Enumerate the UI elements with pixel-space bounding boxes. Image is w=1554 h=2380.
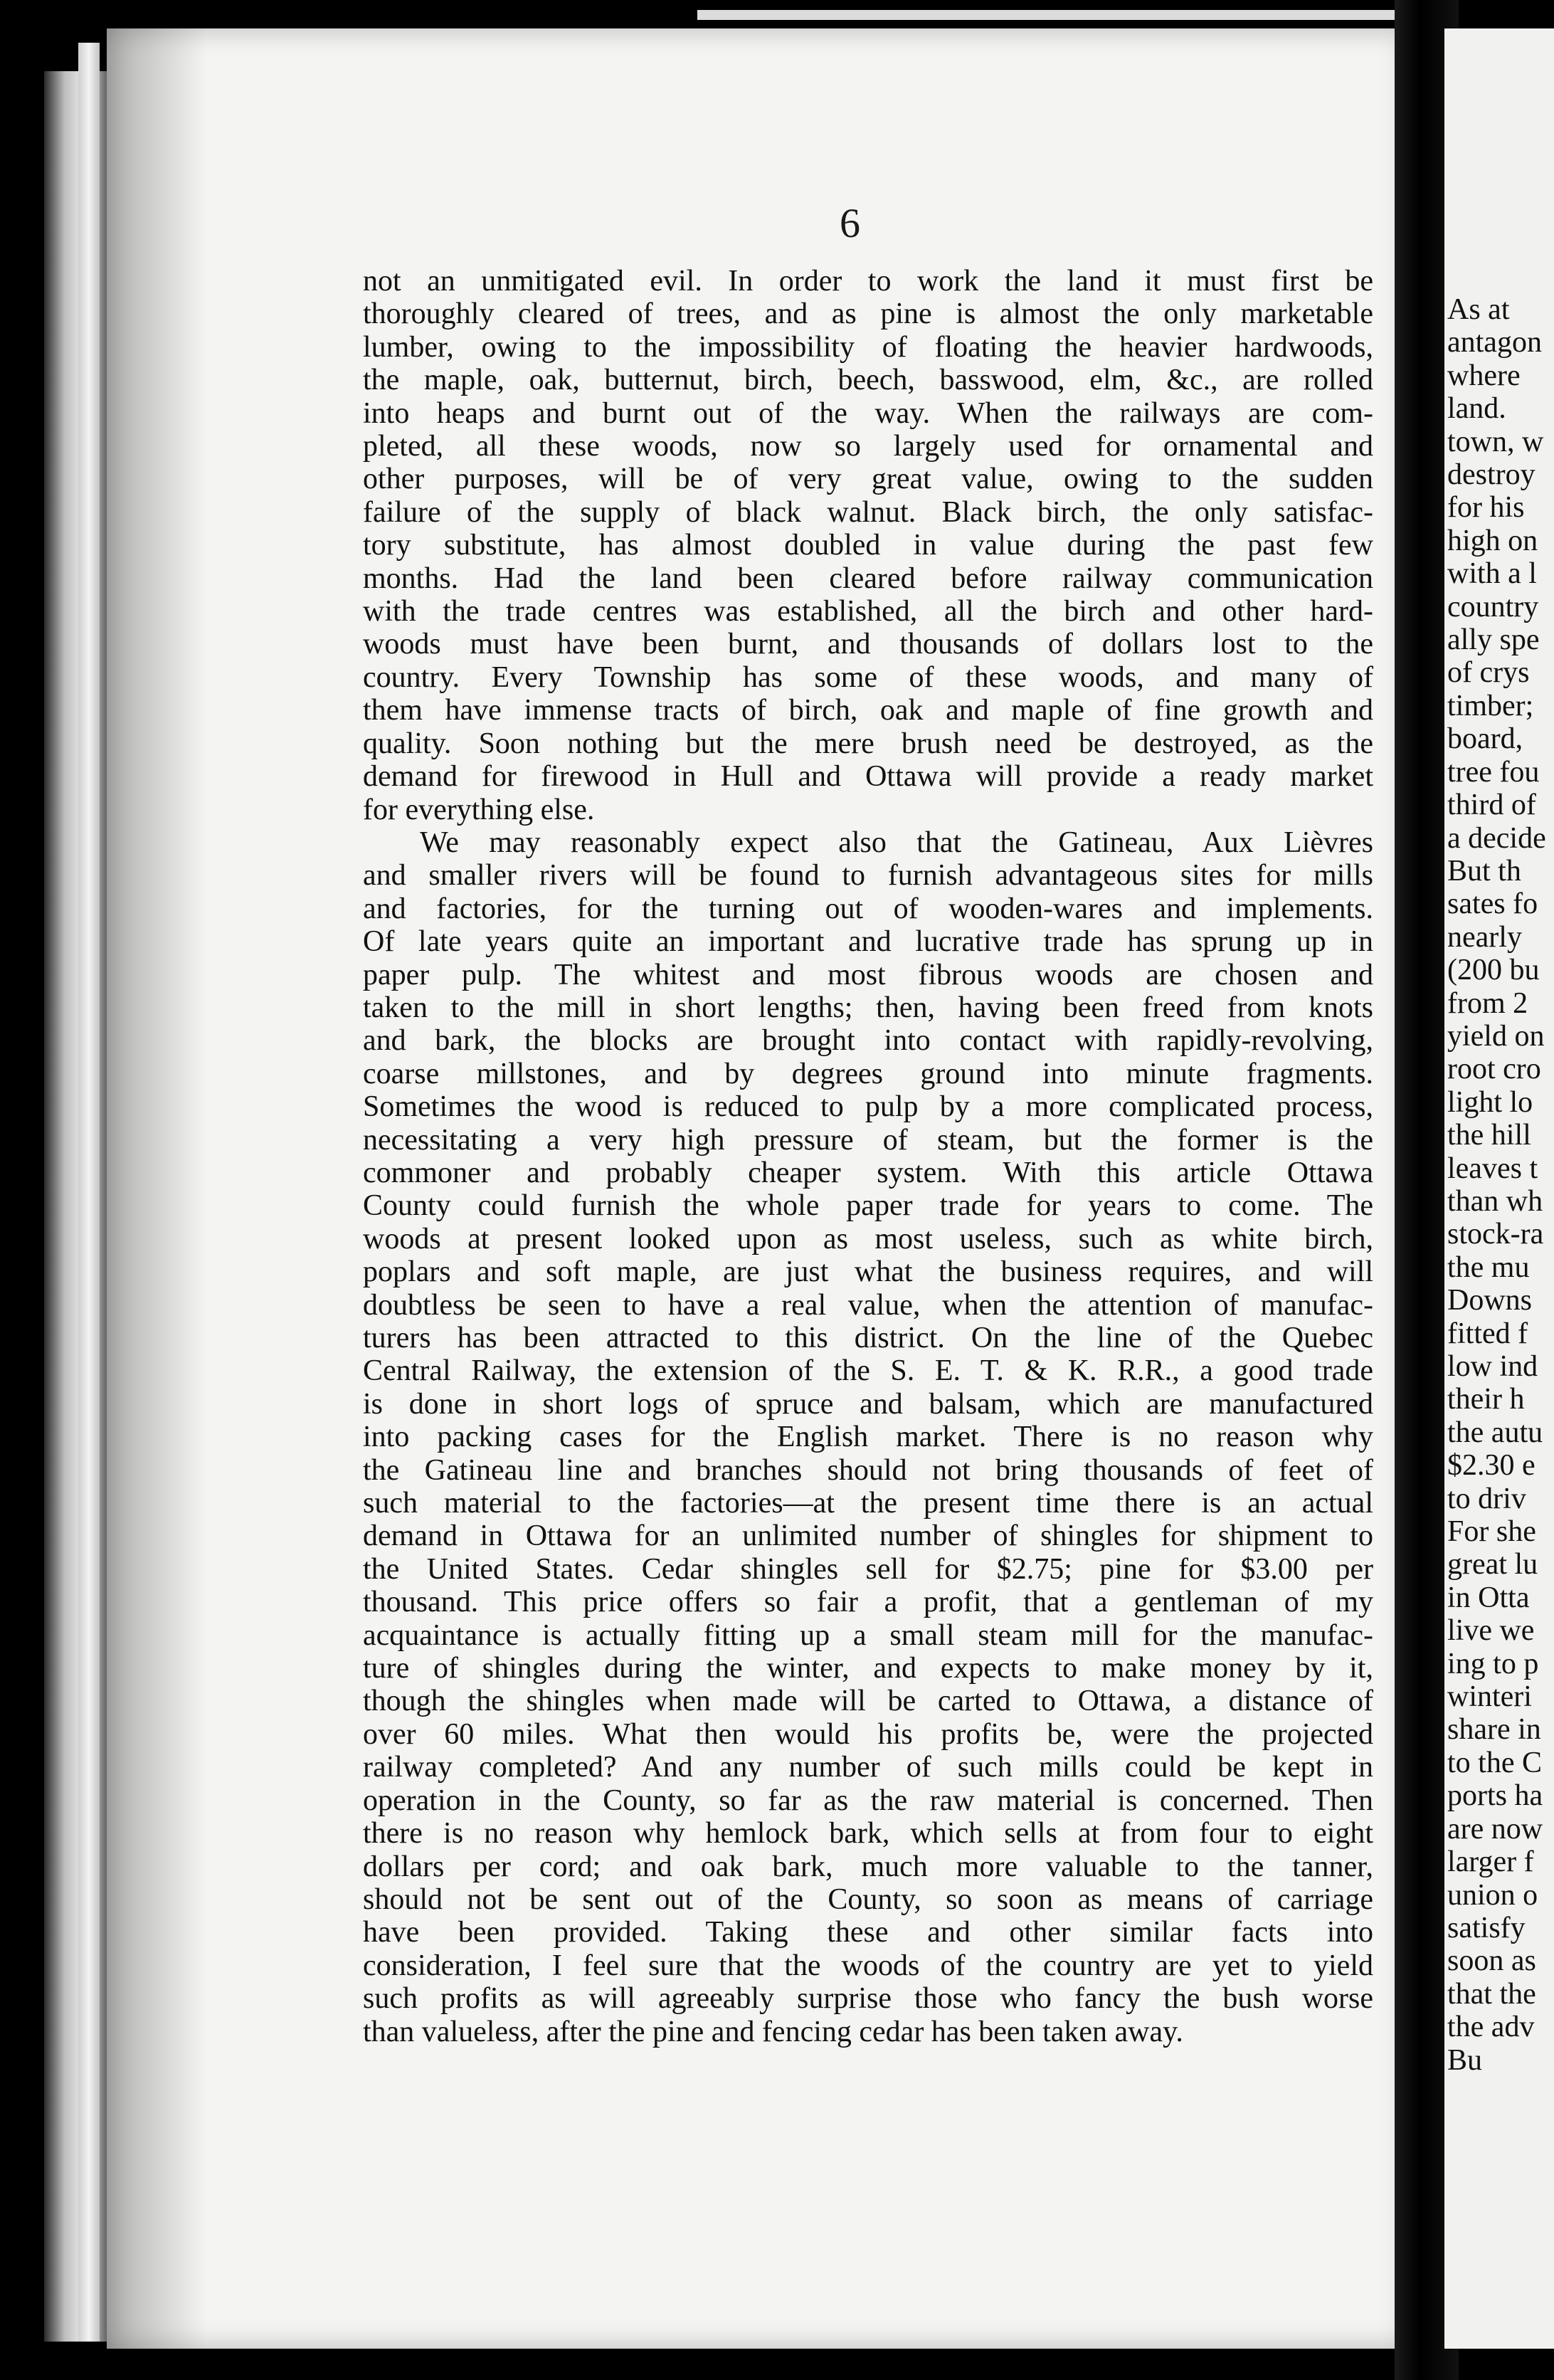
- text-line: demand in Ottawa for an unlimited number of shingles for shipment to: [363, 1520, 1373, 1553]
- text-line: thousand. This price offers so fair a profit, that a gentleman of my: [363, 1586, 1373, 1619]
- adjacent-text-line: root cro: [1447, 1053, 1541, 1086]
- left-page-curl: [78, 43, 100, 2342]
- text-line: failure of the supply of black walnut. Black birch, the only satisfac-: [363, 495, 1373, 529]
- adjacent-text-line: to the C: [1447, 1746, 1542, 1779]
- text-line: operation in the County, so far as the raw material is concerned. Then: [363, 1784, 1373, 1817]
- text-line: coarse millstones, and by degrees ground into minute fragments.: [363, 1057, 1373, 1090]
- text-line: Central Railway, the extension of the S. E. T. & K. R.R., a good trade: [363, 1354, 1373, 1388]
- adjacent-text-line: As at: [1447, 293, 1510, 326]
- text-line: woods must have been burnt, and thousands of dollars lost to the: [363, 628, 1373, 661]
- text-line: woods at present looked upon as most useless, such as white birch,: [363, 1222, 1373, 1255]
- text-line: have been provided. Taking these and other similar facts into: [363, 1916, 1373, 1949]
- body-text: [363, 265, 1373, 2048]
- text-line: turers has been attracted to this district. On the line of the Quebec: [363, 1322, 1373, 1354]
- text-line: We may reasonably expect also that the Gatineau, Aux Lièvres: [420, 826, 1373, 859]
- adjacent-text-line: where: [1447, 359, 1521, 392]
- text-line: and bark, the blocks are brought into contact with rapidly-revolving,: [363, 1024, 1373, 1058]
- text-line: such material to the factories—at the present time there is an actual: [363, 1487, 1373, 1520]
- adjacent-text-line: light lo: [1447, 1085, 1533, 1119]
- text-line: other purposes, will be of very great value, owing to the sudden: [363, 463, 1373, 496]
- text-line: pleted, all these woods, now so largely used for ornamental and: [363, 430, 1373, 463]
- text-line: not an unmitigated evil. In order to work the land it must first be: [363, 265, 1373, 298]
- text-line: consideration, I feel sure that the woods of the country are yet to yield: [363, 1949, 1373, 1982]
- adjacent-page-text: [1447, 293, 1546, 2077]
- text-line: into heaps and burnt out of the way. When the railways are com-: [363, 396, 1373, 430]
- adjacent-text-line: Downs: [1447, 1284, 1533, 1317]
- adjacent-text-line: stock-ra: [1447, 1218, 1544, 1251]
- adjacent-text-line: that the: [1447, 1977, 1536, 2011]
- adjacent-text-line: yield on: [1447, 1019, 1545, 1053]
- text-line: the maple, oak, butternut, birch, beech, basswood, elm, &c., are rolled: [363, 364, 1373, 397]
- text-line: ture of shingles during the winter, and expects to make money by it,: [363, 1652, 1373, 1685]
- adjacent-text-line: great lu: [1447, 1548, 1538, 1581]
- adjacent-text-line: the autu: [1447, 1416, 1543, 1449]
- adjacent-text-line: low ind: [1447, 1350, 1538, 1383]
- text-line: them have immense tracts of birch, oak and maple of fine growth and: [363, 694, 1373, 727]
- adjacent-text-line: larger f: [1447, 1845, 1534, 1879]
- adjacent-text-line: the mu: [1447, 1250, 1530, 1284]
- text-line: tory substitute, has almost doubled in value during the past few: [363, 529, 1373, 562]
- text-line: than valueless, after the pine and fencing cedar has been taken away.: [363, 2015, 1183, 2048]
- adjacent-text-line: ports ha: [1447, 1779, 1543, 1813]
- adjacent-text-line: in Otta: [1447, 1581, 1530, 1614]
- adjacent-text-line: union o: [1447, 1878, 1538, 1912]
- text-line: with the trade centres was established, all the birch and other hard-: [363, 595, 1373, 628]
- text-line: is done in short logs of spruce and balsam, which are manufactured: [363, 1387, 1373, 1421]
- adjacent-text-line: their h: [1447, 1383, 1525, 1416]
- page-binding-shadow: [107, 28, 206, 2349]
- adjacent-text-line: destroy: [1447, 458, 1536, 492]
- adjacent-text-line: winteri: [1447, 1680, 1532, 1714]
- adjacent-text-line: $2.30 e: [1447, 1449, 1536, 1483]
- text-line: should not be sent out of the County, so soon as means of carriage: [363, 1883, 1373, 1916]
- adjacent-text-line: the adv: [1447, 2011, 1535, 2044]
- text-line: thoroughly cleared of trees, and as pine is almost the only marketable: [363, 298, 1373, 331]
- text-line: into packing cases for the English market. There is no reason why: [363, 1421, 1373, 1454]
- adjacent-text-line: antagon: [1447, 326, 1542, 359]
- text-line: County could furnish the whole paper trade for years to come. The: [363, 1189, 1373, 1223]
- adjacent-text-line: are now: [1447, 1812, 1543, 1845]
- text-line: country. Every Township has some of these woods, and many of: [363, 660, 1373, 694]
- adjacent-text-line: For she: [1447, 1515, 1536, 1549]
- text-line: demand for firewood in Hull and Ottawa will provide a ready market: [363, 760, 1373, 794]
- text-line: for everything else.: [363, 793, 595, 826]
- text-line: Of late years quite an important and lucrative trade has sprung up in: [363, 925, 1373, 959]
- adjacent-text-line: a decide: [1447, 821, 1546, 855]
- adjacent-text-line: from 2: [1447, 986, 1528, 1020]
- text-line: poplars and soft maple, are just what the business requires, and will: [363, 1255, 1373, 1289]
- adjacent-text-line: high on: [1447, 524, 1538, 557]
- adjacent-text-line: town, w: [1447, 425, 1544, 458]
- text-line: months. Had the land been cleared before railway communication: [363, 562, 1373, 595]
- adjacent-text-line: third of: [1447, 789, 1536, 822]
- text-line: taken to the mill in short lengths; then, having been freed from knots: [363, 991, 1373, 1024]
- text-line: quality. Soon nothing but the mere brush need be destroyed, as the: [363, 727, 1373, 760]
- adjacent-text-line: timber;: [1447, 689, 1534, 722]
- page-number: 6: [840, 200, 860, 246]
- adjacent-text-line: satisfy: [1447, 1911, 1526, 1944]
- top-rule: [697, 10, 1409, 20]
- adjacent-text-line: ing to p: [1447, 1647, 1539, 1680]
- text-line: railway completed? And any number of such mills could be kept in: [363, 1751, 1373, 1784]
- adjacent-text-line: than wh: [1447, 1184, 1543, 1218]
- adjacent-text-line: ally spe: [1447, 623, 1540, 657]
- text-line: over 60 miles. What then would his profits be, were the projected: [363, 1717, 1373, 1751]
- adjacent-page: [1444, 28, 1554, 2349]
- adjacent-text-line: But th: [1447, 854, 1521, 888]
- text-line: doubtless be seen to have a real value, when the attention of manufac-: [363, 1288, 1373, 1322]
- text-line: acquaintance is actually fitting up a small steam mill for the manufac-: [363, 1618, 1373, 1652]
- adjacent-text-line: nearly: [1447, 920, 1522, 954]
- adjacent-text-line: with a l: [1447, 557, 1537, 591]
- text-line: such profits as will agreeably surprise those who fancy the bush worse: [363, 1982, 1373, 2016]
- text-line: there is no reason why hemlock bark, which sells at from four to eight: [363, 1817, 1373, 1850]
- adjacent-text-line: Bu: [1447, 2043, 1483, 2077]
- text-line: lumber, owing to the impossibility of floating the heavier hardwoods,: [363, 330, 1373, 364]
- text-line: the Gatineau line and branches should not bring thousands of feet of: [363, 1453, 1373, 1487]
- adjacent-text-line: of crys: [1447, 656, 1530, 690]
- adjacent-text-line: land.: [1447, 392, 1506, 426]
- adjacent-text-line: country: [1447, 590, 1539, 623]
- adjacent-text-line: share in: [1447, 1713, 1541, 1747]
- adjacent-text-line: live we: [1447, 1614, 1535, 1648]
- text-line: and factories, for the turning out of wooden-wares and implements.: [363, 892, 1373, 925]
- adjacent-text-line: tree fou: [1447, 755, 1540, 789]
- adjacent-text-line: to driv: [1447, 1482, 1526, 1515]
- adjacent-text-line: leaves t: [1447, 1152, 1538, 1185]
- text-line: the United States. Cedar shingles sell for $2.75; pine for $3.00 per: [363, 1552, 1373, 1586]
- text-line: Sometimes the wood is reduced to pulp by a more complicated process,: [363, 1090, 1373, 1124]
- adjacent-text-line: board,: [1447, 722, 1523, 756]
- text-line: commoner and probably cheaper system. With this article Ottawa: [363, 1156, 1373, 1189]
- adjacent-text-line: for his: [1447, 491, 1525, 525]
- adjacent-text-line: (200 bu: [1447, 954, 1540, 987]
- text-line: though the shingles when made will be carted to Ottawa, a distance of: [363, 1685, 1373, 1718]
- adjacent-text-line: soon as: [1447, 1944, 1536, 1978]
- text-line: paper pulp. The whitest and most fibrous woods are chosen and: [363, 958, 1373, 991]
- text-line: necessitating a very high pressure of steam, but the former is the: [363, 1123, 1373, 1157]
- text-line: dollars per cord; and oak bark, much more valuable to the tanner,: [363, 1850, 1373, 1883]
- text-line: and smaller rivers will be found to furnish advantageous sites for mills: [363, 859, 1373, 892]
- adjacent-text-line: sates fo: [1447, 888, 1538, 921]
- adjacent-text-line: fitted f: [1447, 1317, 1528, 1350]
- adjacent-text-line: the hill: [1447, 1119, 1531, 1152]
